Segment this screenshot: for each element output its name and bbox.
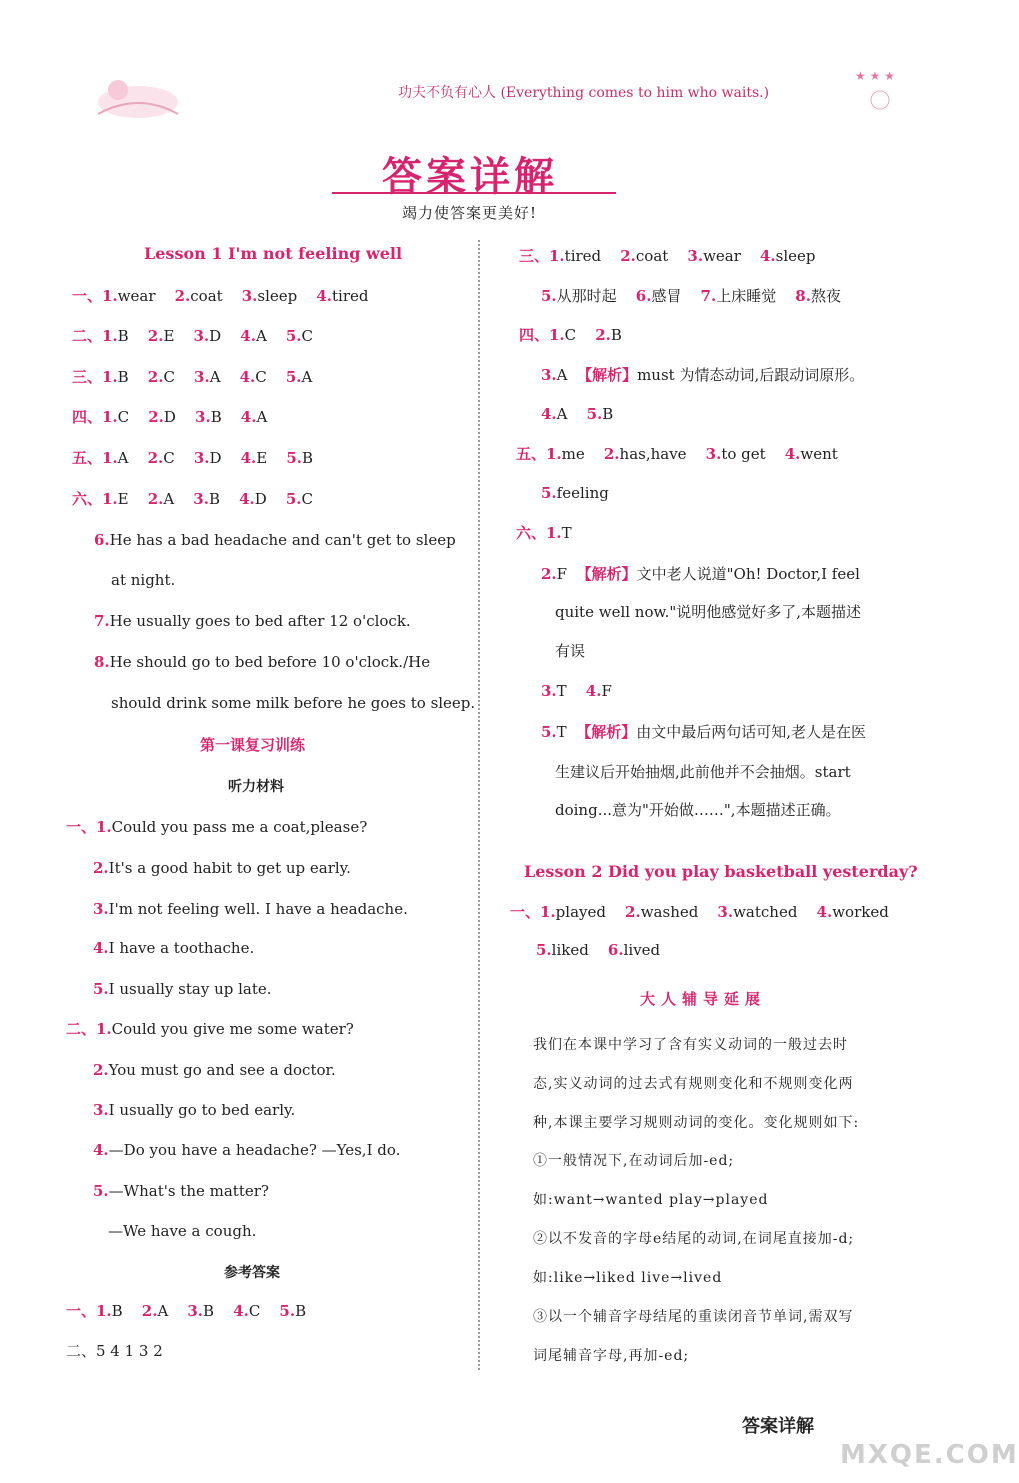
listening-line: 一、1.Could you pass me a coat,please? <box>66 818 368 836</box>
header-proverb: 功夫不负有心人 (Everything comes to him who waits.) <box>398 85 770 101</box>
answer-row-1: 一、1.wear 2.coat 3.sleep 4.tired <box>72 287 369 305</box>
explanation-text: quite well now."说明他感觉好多了,本题描述 <box>555 603 861 621</box>
header-star-decoration <box>845 62 915 122</box>
extension-text: 态,实义动词的过去式有规则变化和不规则变化两 <box>533 1076 854 1092</box>
listening-line: 2.It's a good habit to get up early. <box>93 859 351 877</box>
listening-line: 3.I'm not feeling well. I have a headache. <box>93 900 408 918</box>
answer-row: 5.feeling <box>541 484 609 502</box>
extension-text: ③以一个辅音字母结尾的重读闭音节单词,需双写 <box>533 1309 854 1325</box>
answer-q6: 6.He has a bad headache and can't get to sleep <box>94 531 456 549</box>
answer-row: 5.T 【解析】由文中最后两句话可知,老人是在医 <box>541 723 867 741</box>
title-underline <box>332 192 616 194</box>
explanation-text: 生建议后开始抽烟,此前他并不会抽烟。start <box>555 763 851 781</box>
explanation-text: doing...意为"开始做……",本题描述正确。 <box>555 801 841 819</box>
answer-row: 5.从那时起 6.感冒 7.上床睡觉 8.熬夜 <box>541 287 841 305</box>
explanation-text: 有误 <box>555 642 586 660</box>
svg-text:★ ★ ★: ★ ★ ★ <box>855 69 895 83</box>
reference-answer-title: 参考答案 <box>224 1265 280 1281</box>
listening-line: 4.I have a toothache. <box>93 939 255 957</box>
answer-row-3: 三、1.B 2.C 3.A 4.C 5.A <box>72 368 313 386</box>
watermark: MXQE.COM <box>840 1440 1019 1470</box>
answer-row: 一、1.played 2.washed 3.watched 4.worked <box>510 903 889 921</box>
answer-row: 5.liked 6.lived <box>536 941 661 959</box>
listening-line: 5.—What's the matter? <box>93 1182 269 1200</box>
answer-row: 六、1.T <box>516 524 572 542</box>
answer-row-5: 五、1.A 2.C 3.D 4.E 5.B <box>72 449 314 467</box>
answer-row: 3.A 【解析】must 为情态动词,后跟动词原形。 <box>541 366 865 384</box>
answer-row: 3.T 4.F <box>541 682 612 700</box>
answer-row-4: 四、1.C 2.D 3.B 4.A <box>72 408 268 426</box>
listening-line: 二、1.Could you give me some water? <box>66 1020 354 1038</box>
answer-row-6: 六、1.E 2.A 3.B 4.D 5.C <box>72 490 314 508</box>
listening-title: 听力材料 <box>228 779 284 795</box>
extension-text: 如:like→liked live→lived <box>533 1270 723 1286</box>
column-divider <box>478 240 480 1370</box>
page-title: 答案详解 <box>382 153 558 200</box>
extension-title: 大人辅导延展 <box>640 990 767 1008</box>
listening-line: —We have a cough. <box>108 1222 257 1240</box>
answer-row: 4.A 5.B <box>541 405 614 423</box>
answer-row: 三、1.tired 2.coat 3.wear 4.sleep <box>519 247 816 265</box>
extension-text: 种,本课主要学习规则动词的变化。变化规则如下: <box>533 1115 860 1131</box>
extension-text: 我们在本课中学习了含有实义动词的一般过去时 <box>533 1037 848 1053</box>
listening-line: 4.—Do you have a headache? —Yes,I do. <box>93 1141 401 1159</box>
listening-line: 2.You must go and see a doctor. <box>93 1061 336 1079</box>
reference-row-1: 一、1.B 2.A 3.B 4.C 5.B <box>66 1302 307 1320</box>
answer-row: 五、1.me 2.has,have 3.to get 4.went <box>516 445 838 463</box>
answer-row-2: 二、1.B 2.E 3.D 4.A 5.C <box>72 327 314 345</box>
answer-row: 四、1.C 2.B <box>519 326 622 344</box>
extension-text: ①一般情况下,在动词后加-ed; <box>533 1153 735 1169</box>
answer-q6-cont: at night. <box>111 571 176 589</box>
extension-text: ②以不发音的字母e结尾的动词,在词尾直接加-d; <box>533 1231 855 1247</box>
reference-row-2: 二、5 4 1 3 2 <box>66 1342 163 1360</box>
lesson2-title: Lesson 2 Did you play basketball yesterday? <box>524 862 918 881</box>
answer-row: 2.F 【解析】文中老人说道"Oh! Doctor,I feel <box>541 565 860 583</box>
lesson1-title: Lesson 1 I'm not feeling well <box>144 244 403 263</box>
listening-line: 5.I usually stay up late. <box>93 980 272 998</box>
extension-text: 词尾辅音字母,再加-ed; <box>533 1348 690 1364</box>
footer-label: 答案详解 <box>742 1416 814 1437</box>
review-title: 第一课复习训练 <box>200 736 306 754</box>
answer-q8-cont: should drink some milk before he goes to sleep. <box>111 694 476 712</box>
answer-q8: 8.He should go to bed before 10 o'clock./He <box>94 653 431 671</box>
listening-line: 3.I usually go to bed early. <box>93 1101 296 1119</box>
page-subtitle: 竭力使答案更美好! <box>402 204 538 222</box>
answer-q7: 7.He usually goes to bed after 12 o'clock. <box>94 612 411 630</box>
extension-text: 如:want→wanted play→played <box>533 1192 769 1208</box>
header-illustration <box>78 62 198 122</box>
